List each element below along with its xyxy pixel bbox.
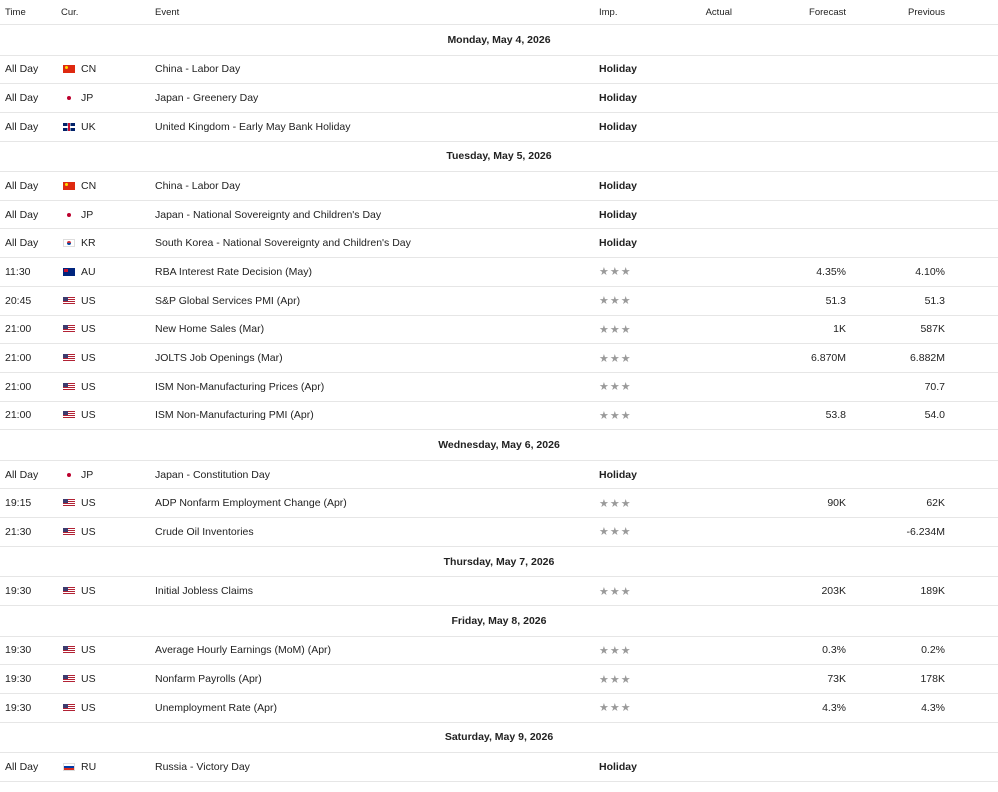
event-actual <box>687 665 747 694</box>
event-currency <box>61 172 155 201</box>
event-actual <box>687 172 747 201</box>
event-row[interactable] <box>0 84 998 113</box>
event-importance <box>599 753 687 782</box>
row-spacer <box>945 489 998 518</box>
date-label: Tuesday, May 5, 2026 <box>0 141 998 172</box>
event-forecast: 4.35% <box>747 258 846 287</box>
event-row[interactable] <box>0 636 998 665</box>
event-actual <box>687 577 747 606</box>
event-time: All Day <box>0 172 61 201</box>
event-name[interactable]: S&P Global Services PMI (Apr) <box>155 286 599 315</box>
event-name[interactable]: RBA Interest Rate Decision (May) <box>155 258 599 287</box>
event-actual <box>687 229 747 258</box>
currency-code: CN <box>81 63 97 76</box>
kr-flag-icon <box>63 239 75 247</box>
row-spacer <box>945 55 998 84</box>
row-spacer <box>945 753 998 782</box>
row-spacer <box>945 460 998 489</box>
holiday-label: Holiday <box>599 208 637 221</box>
holiday-label: Holiday <box>599 237 637 250</box>
row-spacer <box>945 693 998 722</box>
event-name[interactable]: Japan - Greenery Day <box>155 84 599 113</box>
event-previous: 62K <box>846 489 945 518</box>
event-forecast <box>747 372 846 401</box>
header-currency[interactable]: Cur. <box>61 0 155 25</box>
event-importance <box>599 518 687 547</box>
event-currency <box>61 753 155 782</box>
currency-code: RU <box>81 760 97 773</box>
header-importance[interactable]: Imp. <box>599 0 687 25</box>
event-forecast <box>747 84 846 113</box>
event-name[interactable]: Average Hourly Earnings (MoM) (Apr) <box>155 636 599 665</box>
date-header-row <box>0 722 998 753</box>
event-forecast: 90K <box>747 489 846 518</box>
date-header-row <box>0 25 998 56</box>
row-spacer <box>945 84 998 113</box>
event-row[interactable] <box>0 315 998 344</box>
event-importance <box>599 577 687 606</box>
currency-code: KR <box>81 237 96 250</box>
event-time: 21:00 <box>0 315 61 344</box>
event-time: 11:30 <box>0 258 61 287</box>
us-flag-icon <box>63 675 75 683</box>
ru-flag-icon <box>63 763 75 771</box>
uk-flag-icon <box>63 123 75 131</box>
event-currency <box>61 693 155 722</box>
importance-star-icon: ★★★ <box>599 409 632 422</box>
au-flag-icon <box>63 268 75 276</box>
currency-code: US <box>81 323 96 336</box>
importance-star-icon: ★★★ <box>599 673 632 686</box>
event-previous <box>846 460 945 489</box>
importance-star-icon: ★★★ <box>599 295 632 308</box>
importance-star-icon: ★★★ <box>599 266 632 279</box>
event-name[interactable]: Initial Jobless Claims <box>155 577 599 606</box>
currency-code: UK <box>81 120 96 133</box>
event-name[interactable]: JOLTS Job Openings (Mar) <box>155 344 599 373</box>
event-name[interactable]: Japan - Constitution Day <box>155 460 599 489</box>
cn-flag-icon <box>63 65 75 73</box>
importance-star-icon: ★★★ <box>599 702 632 715</box>
currency-code: US <box>81 585 96 598</box>
event-previous: 6.882M <box>846 344 945 373</box>
currency-code: US <box>81 644 96 657</box>
event-actual <box>687 401 747 430</box>
event-importance <box>599 460 687 489</box>
event-name[interactable]: Nonfarm Payrolls (Apr) <box>155 665 599 694</box>
holiday-label: Holiday <box>599 468 637 481</box>
event-currency <box>61 200 155 229</box>
us-flag-icon <box>63 646 75 654</box>
row-spacer <box>945 401 998 430</box>
event-importance <box>599 665 687 694</box>
event-importance <box>599 258 687 287</box>
event-time: All Day <box>0 753 61 782</box>
event-forecast <box>747 229 846 258</box>
holiday-label: Holiday <box>599 120 637 133</box>
jp-flag-icon <box>63 471 75 479</box>
row-spacer <box>945 258 998 287</box>
event-forecast: 203K <box>747 577 846 606</box>
event-forecast <box>747 518 846 547</box>
importance-star-icon: ★★★ <box>599 644 632 657</box>
event-time: 21:00 <box>0 344 61 373</box>
currency-code: CN <box>81 179 97 192</box>
event-previous <box>846 200 945 229</box>
event-previous: 51.3 <box>846 286 945 315</box>
header-time[interactable]: Time <box>0 0 61 25</box>
event-name[interactable]: China - Labor Day <box>155 55 599 84</box>
event-name[interactable]: ADP Nonfarm Employment Change (Apr) <box>155 489 599 518</box>
event-forecast <box>747 55 846 84</box>
event-actual <box>687 200 747 229</box>
event-row[interactable] <box>0 460 998 489</box>
importance-star-icon: ★★★ <box>599 381 632 394</box>
row-spacer <box>945 229 998 258</box>
cn-flag-icon <box>63 182 75 190</box>
event-previous <box>846 55 945 84</box>
currency-code: US <box>81 497 96 510</box>
event-previous: -6.234M <box>846 518 945 547</box>
date-label: Thursday, May 7, 2026 <box>0 546 998 577</box>
event-currency <box>61 401 155 430</box>
importance-star-icon: ★★★ <box>599 526 632 539</box>
date-label: Saturday, May 9, 2026 <box>0 722 998 753</box>
event-actual <box>687 286 747 315</box>
event-name[interactable]: ISM Non-Manufacturing Prices (Apr) <box>155 372 599 401</box>
date-header-row <box>0 430 998 461</box>
event-row[interactable] <box>0 200 998 229</box>
event-previous: 587K <box>846 315 945 344</box>
event-time: All Day <box>0 84 61 113</box>
event-actual <box>687 258 747 287</box>
event-importance <box>599 172 687 201</box>
event-currency <box>61 55 155 84</box>
row-spacer <box>945 665 998 694</box>
event-name[interactable]: United Kingdom - Early May Bank Holiday <box>155 112 599 141</box>
holiday-label: Holiday <box>599 760 637 773</box>
event-forecast <box>747 112 846 141</box>
event-currency <box>61 518 155 547</box>
us-flag-icon <box>63 325 75 333</box>
event-forecast <box>747 200 846 229</box>
event-currency <box>61 460 155 489</box>
event-currency <box>61 344 155 373</box>
currency-code: JP <box>81 468 94 481</box>
row-spacer <box>945 372 998 401</box>
event-row[interactable] <box>0 518 998 547</box>
us-flag-icon <box>63 587 75 595</box>
row-spacer <box>945 286 998 315</box>
event-importance <box>599 112 687 141</box>
event-importance <box>599 55 687 84</box>
event-currency <box>61 372 155 401</box>
event-time: 21:00 <box>0 401 61 430</box>
event-time: 20:45 <box>0 286 61 315</box>
us-flag-icon <box>63 499 75 507</box>
event-name[interactable]: South Korea - National Sovereignty and Children's Day <box>155 229 599 258</box>
event-name[interactable]: Japan - National Sovereignty and Children's Day <box>155 200 599 229</box>
event-importance <box>599 344 687 373</box>
us-flag-icon <box>63 383 75 391</box>
event-currency <box>61 665 155 694</box>
event-time: 21:00 <box>0 372 61 401</box>
currency-code: US <box>81 525 96 538</box>
event-row[interactable] <box>0 172 998 201</box>
event-actual <box>687 753 747 782</box>
currency-code: JP <box>81 208 94 221</box>
importance-star-icon: ★★★ <box>599 352 632 365</box>
event-forecast <box>747 753 846 782</box>
event-currency <box>61 286 155 315</box>
holiday-label: Holiday <box>599 63 637 76</box>
event-forecast: 1K <box>747 315 846 344</box>
event-actual <box>687 55 747 84</box>
date-header-row <box>0 606 998 637</box>
event-actual <box>687 693 747 722</box>
header-actual[interactable]: Actual <box>687 0 747 25</box>
header-previous[interactable]: Previous <box>846 0 945 25</box>
event-row[interactable] <box>0 401 998 430</box>
currency-code: US <box>81 409 96 422</box>
event-row[interactable] <box>0 286 998 315</box>
event-name[interactable]: China - Labor Day <box>155 172 599 201</box>
event-currency <box>61 258 155 287</box>
event-row[interactable] <box>0 665 998 694</box>
event-time: All Day <box>0 200 61 229</box>
event-previous <box>846 753 945 782</box>
holiday-label: Holiday <box>599 179 637 192</box>
event-forecast <box>747 172 846 201</box>
us-flag-icon <box>63 704 75 712</box>
event-actual <box>687 489 747 518</box>
event-actual <box>687 372 747 401</box>
event-name[interactable]: Unemployment Rate (Apr) <box>155 693 599 722</box>
event-time: All Day <box>0 460 61 489</box>
event-row[interactable] <box>0 753 998 782</box>
event-previous: 54.0 <box>846 401 945 430</box>
row-spacer <box>945 518 998 547</box>
event-currency <box>61 112 155 141</box>
importance-star-icon: ★★★ <box>599 497 632 510</box>
event-forecast: 0.3% <box>747 636 846 665</box>
date-header-row <box>0 141 998 172</box>
us-flag-icon <box>63 411 75 419</box>
date-label: Friday, May 8, 2026 <box>0 606 998 637</box>
event-previous: 178K <box>846 665 945 694</box>
currency-code: US <box>81 380 96 393</box>
importance-star-icon: ★★★ <box>599 585 632 598</box>
event-forecast: 4.3% <box>747 693 846 722</box>
event-actual <box>687 315 747 344</box>
event-importance <box>599 693 687 722</box>
event-forecast: 6.870M <box>747 344 846 373</box>
table-header <box>0 0 998 25</box>
event-row[interactable] <box>0 55 998 84</box>
event-importance <box>599 489 687 518</box>
event-forecast: 73K <box>747 665 846 694</box>
event-time: All Day <box>0 55 61 84</box>
date-label: Monday, May 4, 2026 <box>0 25 998 56</box>
row-spacer <box>945 636 998 665</box>
row-spacer <box>945 172 998 201</box>
event-time: All Day <box>0 229 61 258</box>
event-importance <box>599 84 687 113</box>
us-flag-icon <box>63 354 75 362</box>
event-forecast <box>747 460 846 489</box>
currency-code: US <box>81 701 96 714</box>
us-flag-icon <box>63 297 75 305</box>
event-row[interactable] <box>0 258 998 287</box>
event-currency <box>61 84 155 113</box>
currency-code: JP <box>81 92 94 105</box>
event-time: 19:30 <box>0 693 61 722</box>
event-time: 21:30 <box>0 518 61 547</box>
currency-code: US <box>81 352 96 365</box>
event-importance <box>599 636 687 665</box>
jp-flag-icon <box>63 94 75 102</box>
jp-flag-icon <box>63 211 75 219</box>
event-actual <box>687 460 747 489</box>
row-spacer <box>945 315 998 344</box>
event-time: 19:30 <box>0 665 61 694</box>
event-actual <box>687 518 747 547</box>
event-time: All Day <box>0 112 61 141</box>
event-row[interactable] <box>0 344 998 373</box>
event-actual <box>687 84 747 113</box>
event-forecast: 53.8 <box>747 401 846 430</box>
event-previous <box>846 84 945 113</box>
currency-code: AU <box>81 265 96 278</box>
holiday-label: Holiday <box>599 92 637 105</box>
currency-code: US <box>81 294 96 307</box>
row-spacer <box>945 577 998 606</box>
event-importance <box>599 372 687 401</box>
event-importance <box>599 286 687 315</box>
event-time: 19:30 <box>0 636 61 665</box>
event-actual <box>687 344 747 373</box>
event-row[interactable] <box>0 112 998 141</box>
event-actual <box>687 112 747 141</box>
event-currency <box>61 229 155 258</box>
event-time: 19:30 <box>0 577 61 606</box>
event-row[interactable] <box>0 229 998 258</box>
event-previous <box>846 112 945 141</box>
event-importance <box>599 315 687 344</box>
event-forecast: 51.3 <box>747 286 846 315</box>
event-importance <box>599 401 687 430</box>
event-name[interactable]: ISM Non-Manufacturing PMI (Apr) <box>155 401 599 430</box>
row-spacer <box>945 200 998 229</box>
importance-star-icon: ★★★ <box>599 323 632 336</box>
event-previous <box>846 172 945 201</box>
event-previous: 0.2% <box>846 636 945 665</box>
event-name[interactable]: Russia - Victory Day <box>155 753 599 782</box>
row-spacer <box>945 112 998 141</box>
header-event[interactable]: Event <box>155 0 599 25</box>
event-time: 19:15 <box>0 489 61 518</box>
date-header-row <box>0 546 998 577</box>
event-previous <box>846 229 945 258</box>
event-previous: 4.10% <box>846 258 945 287</box>
calendar-body <box>0 25 998 782</box>
event-previous: 70.7 <box>846 372 945 401</box>
event-importance <box>599 229 687 258</box>
currency-code: US <box>81 673 96 686</box>
event-actual <box>687 636 747 665</box>
event-previous: 4.3% <box>846 693 945 722</box>
header-spacer <box>945 0 998 25</box>
event-previous: 189K <box>846 577 945 606</box>
event-currency <box>61 577 155 606</box>
date-label: Wednesday, May 6, 2026 <box>0 430 998 461</box>
event-currency <box>61 315 155 344</box>
event-row[interactable] <box>0 372 998 401</box>
event-row[interactable] <box>0 693 998 722</box>
event-importance <box>599 200 687 229</box>
event-name[interactable]: New Home Sales (Mar) <box>155 315 599 344</box>
event-currency <box>61 636 155 665</box>
row-spacer <box>945 344 998 373</box>
event-currency <box>61 489 155 518</box>
event-name[interactable]: Crude Oil Inventories <box>155 518 599 547</box>
event-row[interactable] <box>0 577 998 606</box>
us-flag-icon <box>63 528 75 536</box>
header-forecast[interactable]: Forecast <box>747 0 846 25</box>
event-row[interactable] <box>0 489 998 518</box>
